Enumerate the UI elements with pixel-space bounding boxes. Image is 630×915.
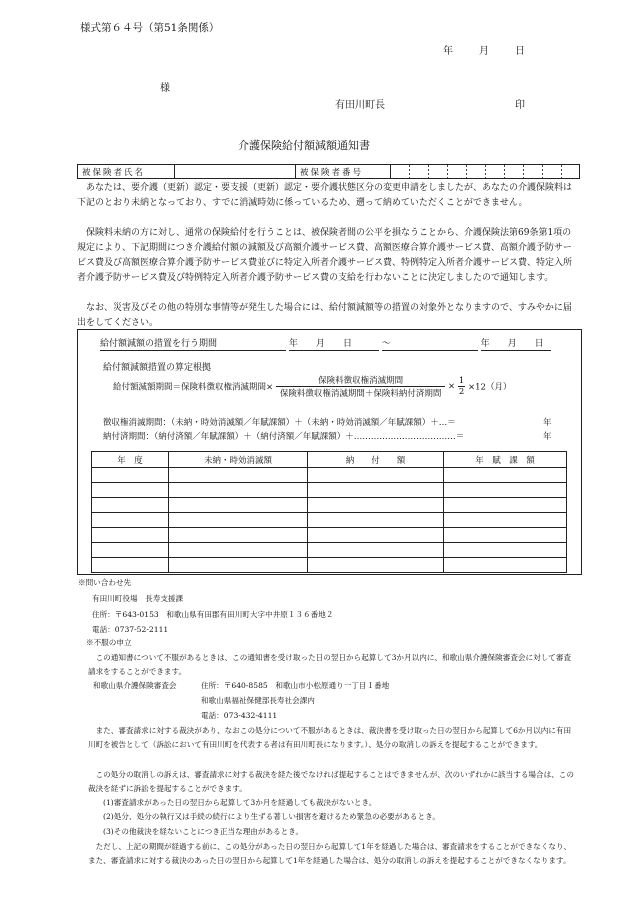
table-cell[interactable] (444, 543, 567, 558)
table-cell[interactable] (92, 483, 169, 498)
extinct-year-unit: 年 (543, 418, 552, 428)
formula-row (113, 374, 511, 399)
table-cell[interactable] (169, 558, 308, 573)
date-month: 月 (479, 46, 489, 57)
insured-name-label: 被保険者氏名 (78, 165, 175, 179)
contact-office: 有田川町役場 長寿支援課 (92, 594, 184, 603)
col-header-paid: 納 付 額 (308, 452, 444, 468)
basis-label: 給付額減額措置の算定根拠 (103, 363, 212, 373)
table-cell[interactable] (444, 498, 567, 513)
half-numerator: 1 (458, 376, 465, 386)
formula-denominator: 保険料徴収権消滅期間＋保険料納付済期間 (279, 389, 442, 399)
table-cell[interactable] (308, 513, 444, 528)
col-header-unpaid: 未納・時効消滅額 (169, 452, 308, 468)
table-cell[interactable] (92, 528, 169, 543)
formula-half (458, 376, 465, 397)
table-cell[interactable] (308, 528, 444, 543)
paragraph-2: 保険料未納の方に対し、通常の保険給付を行うことは、被保険者間の公平を損なうことから、介護保険法第69条第1項の規定により、下記期間につき介護給付額の減額及び高額介護サービス費、高額医療合算介護サービス費、高額介護予防サービス費及び高額医療合算介護予防サービス費並びに特定入所者介護サービス費、特例特定入所者介護サービス費、特定入所者介護予防サービス費及び特例特定入所者介護予防サービス費の支給を行わないことに決定しましたので通知します。 (77, 228, 573, 283)
table-cell[interactable] (92, 543, 169, 558)
issuer-name: 有田川町長 (335, 100, 385, 111)
appeal-heading: ※不服の申立 (86, 638, 132, 647)
table-cell[interactable] (169, 483, 308, 498)
appeal-paragraph-1: この通知書について不服があるときは、この通知書を受け取った日の翌日から起算して3か月以内に、和歌山県介護保険審査会に対して審査請求をすることができます。 (88, 653, 572, 676)
table-cell[interactable] (444, 528, 567, 543)
period-start-year: 年 (288, 339, 298, 349)
council-name: 和歌山県介護保険審査会 (93, 681, 177, 690)
table-row (92, 558, 567, 573)
contact-heading: ※問い合わせ先 (78, 578, 132, 587)
contact-address: 住所：〒643-0153 和歌山県有田郡有田川町大字中井原１３６番地２ (92, 610, 334, 619)
table-cell[interactable] (169, 468, 308, 483)
appeal-paragraph-3: この処分の取消しの訴えは、審査請求に対する裁決を経た後でなければ提起することはできませんが、次のいずれかに該当する場合は、この裁決を経ずに訴訟を提起することができます。 (88, 770, 574, 793)
insured-name-field[interactable] (175, 165, 296, 179)
table-cell[interactable] (169, 513, 308, 528)
paid-year-unit: 年 (543, 432, 552, 442)
table-cell[interactable] (169, 498, 308, 513)
insured-number-label: 被保険者番号 (296, 165, 391, 179)
council-dept: 和歌山県福祉保健部長寿社会課内 (201, 696, 315, 705)
fiscal-table (91, 451, 567, 573)
table-cell[interactable] (308, 543, 444, 558)
table-cell[interactable] (92, 513, 169, 528)
table-cell[interactable] (92, 498, 169, 513)
table-cell[interactable] (308, 558, 444, 573)
period-end-month: 月 (507, 339, 517, 349)
col-header-year: 年 度 (92, 452, 169, 468)
table-cell[interactable] (169, 543, 308, 558)
table-row (92, 528, 567, 543)
period-start-day: 日 (342, 339, 352, 349)
col-header-annual: 年 賦 課 額 (444, 452, 567, 468)
period-start-month: 月 (315, 339, 325, 349)
council-address: 住所：〒640-8585 和歌山市小松原通り一丁目１番地 (201, 681, 390, 690)
table-cell[interactable] (444, 558, 567, 573)
table-cell[interactable] (308, 483, 444, 498)
formula-left: 給付額減額期間＝保険料徴収権消滅期間× (113, 382, 274, 393)
appeal-paragraph-4: ただし、上記の期間が経過する前に、この処分があった日の翌日から起算して1年を経過した場合は、審査請求をすることができなくなり、また、審査請求に対する裁決のあった日の翌日から起算して1年を経過した場合は、処分の取消しの訴えを提起することができなくなります。 (88, 842, 572, 865)
table-row (92, 543, 567, 558)
contact-phone: 電話：0737-52-2111 (92, 625, 169, 634)
formula-numerator: 保険料徴収権消滅期間 (276, 374, 446, 387)
addressee-suffix: 様 (160, 83, 170, 94)
table-cell[interactable] (92, 558, 169, 573)
formula-times12: ×12（月） (468, 382, 512, 393)
table-row (92, 483, 567, 498)
table-row (92, 468, 567, 483)
document-title: 介護保険給付額減額通知書 (238, 139, 370, 152)
table-row (92, 498, 567, 513)
date-day: 日 (515, 46, 525, 57)
table-cell[interactable] (169, 528, 308, 543)
table-cell[interactable] (92, 468, 169, 483)
formula-fraction (276, 374, 446, 399)
period-row (100, 336, 551, 351)
table-cell[interactable] (444, 513, 567, 528)
period-end-day: 日 (534, 339, 544, 349)
paragraph-3: なお、災害及びその他の特別な事情等が発生した場合には、給付額減額等の措置の対象外となりますので、すみやかに届出をしてください。 (77, 303, 572, 328)
form-number: 様式第６４号（第51条関係） (80, 22, 220, 34)
appeal-item-1: (1)審査請求があった日の翌日から起算して3か月を経過しても裁決がないとき。 (103, 798, 377, 807)
seal-mark: 印 (515, 100, 525, 111)
formula-times: × (448, 381, 456, 392)
period-label: 給付額減額の措置を行う期間 (100, 336, 286, 351)
period-tilde: ～ (382, 336, 478, 351)
period-end-year: 年 (480, 339, 490, 349)
council-phone: 電話：073-432-4111 (201, 711, 278, 720)
insured-info-table (77, 164, 580, 179)
paid-period-line: 納付済期間：（納付済額／年賦課額）＋（納付済額／年賦課額）＋………………………………＝ (103, 432, 465, 442)
table-cell[interactable] (308, 468, 444, 483)
half-denominator: 2 (458, 387, 465, 397)
table-cell[interactable] (444, 468, 567, 483)
table-row (92, 513, 567, 528)
table-cell[interactable] (308, 498, 444, 513)
table-cell[interactable] (444, 483, 567, 498)
insured-number-field[interactable] (391, 165, 580, 179)
extinct-period-line: 徴収権消滅期間：（未納・時効消滅額／年賦課額）＋（未納・時効消滅額／年賦課額）＋…＝ (103, 418, 456, 428)
appeal-paragraph-2: また、審査請求に対する裁決があり、なおこの処分について不服があるときは、裁決書を受け取った日の翌日から起算して6か月以内に有田川町を被告として（訴訟において有田川町を代表する者は有田川町長になります。）、処分の取消しの訴えを提起することができます。 (88, 726, 572, 749)
appeal-item-3: (3)その他裁決を経ないことにつき正当な理由があるとき。 (103, 827, 304, 836)
paragraph-1: あなたは、要介護（更新）認定・要支援（更新）認定・要介護状態区分の変更申請をしましたが、あなたの介護保険料は下記のとおり未納となっており、すでに消滅時効に係っているため、遡って納めていただくことができません。 (77, 183, 573, 208)
date-year: 年 (443, 46, 453, 57)
appeal-item-2: (2)処分、処分の執行又は手続の続行により生ずる著しい損害を避けるため緊急の必要があるとき。 (103, 812, 440, 821)
